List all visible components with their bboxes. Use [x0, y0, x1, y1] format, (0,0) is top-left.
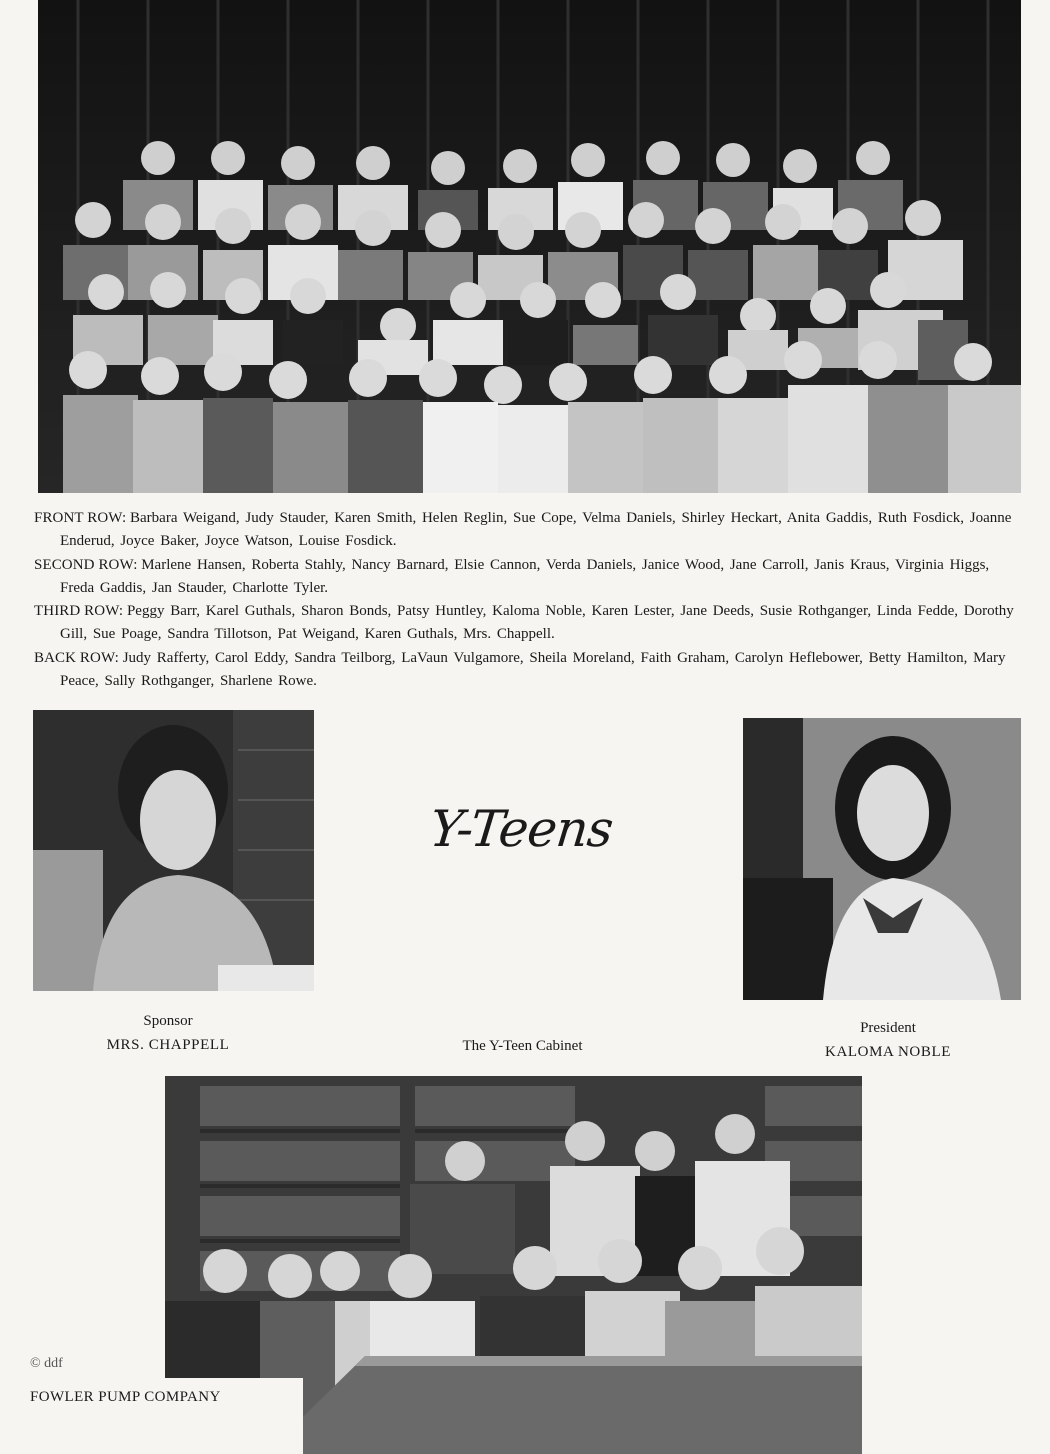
roster-back-row: [34, 647, 1019, 694]
row-label: BACK ROW:: [34, 649, 119, 666]
group-roster: [34, 507, 1019, 693]
roster-second-row: [34, 554, 1019, 601]
cabinet-caption: The Y-Teen Cabinet: [462, 1038, 583, 1054]
president-name: KALOMA NOBLE: [825, 1044, 951, 1060]
row-names: Marlene Hansen, Roberta Stahly, Nancy Barnard, Elsie Cannon, Verda Daniels, Janice Wood, Jane Carroll, Janis Kraus, Virginia Higgs, Freda Gaddis, Jan Stauder, Charlotte Tyler.: [60, 556, 990, 596]
sponsor-photo: [33, 710, 314, 991]
roster-third-row: [34, 600, 1019, 647]
group-photo: [38, 0, 1021, 493]
sponsor-company: FOWLER PUMP COMPANY: [30, 1389, 221, 1405]
president-caption: [813, 1016, 963, 1064]
row-names: Peggy Barr, Karel Guthals, Sharon Bonds, Patsy Huntley, Kaloma Noble, Karen Lester, Jane Deeds, Susie Rothganger, Linda Fedde, Dorothy Gill, Sue Poage, Sandra Tillotson, Pat Weigand, Karen Guthals, Mrs. Chappell.: [60, 603, 1014, 643]
sponsor-role: Sponsor: [143, 1013, 193, 1029]
roster-front-row: [34, 507, 1019, 554]
copyright-notice: © ddf: [30, 1356, 63, 1371]
page-title: Y-Teens: [426, 800, 616, 858]
row-names: Judy Rafferty, Carol Eddy, Sandra Teilborg, LaVaun Vulgamore, Sheila Moreland, Faith Graham, Carolyn Heflebower, Betty Hamilton, Mary Peace, Sally Rothganger, Sharlene Rowe.: [60, 649, 1006, 690]
president-photo: [743, 718, 1021, 1000]
president-role: President: [860, 1020, 916, 1036]
row-label: FRONT ROW:: [34, 510, 127, 526]
sponsor-caption: [98, 1009, 238, 1057]
row-label: THIRD ROW:: [34, 603, 124, 620]
sponsor-name: MRS. CHAPPELL: [106, 1037, 230, 1053]
row-label: SECOND ROW:: [34, 556, 138, 573]
row-names: Barbara Weigand, Judy Stauder, Karen Smith, Helen Reglin, Sue Cope, Velma Daniels, Shirley Heckart, Anita Gaddis, Ruth Fosdick, Joanne Enderud, Joyce Baker, Joyce Watson, Louise Fosdick.: [60, 510, 1012, 550]
